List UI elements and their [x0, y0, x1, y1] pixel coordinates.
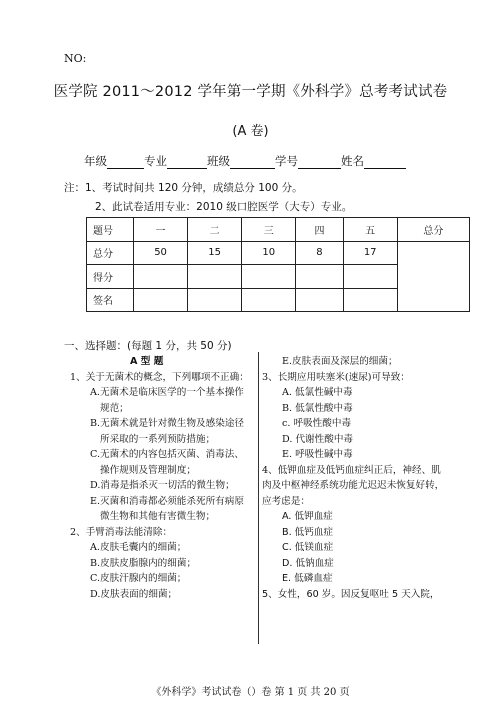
question-line: 微生物和其他有害微生物； — [100, 511, 216, 522]
question-line: E. 低磷血症 — [282, 573, 333, 584]
question-line: 2、手臂消毒法能清除： — [70, 526, 173, 538]
page-footer: 《外科学》考试试卷（）卷 第 1 页 共 20 页 — [151, 687, 350, 698]
question-line: B.无菌术就是针对微生物及感染途径 — [90, 418, 245, 429]
note-line-1: 注：1、考试时间共 120 分钟，成绩总分 100 分。 — [64, 182, 303, 194]
earned-row-label: 得分 — [87, 265, 134, 289]
earned-cell[interactable] — [296, 265, 343, 289]
serial-number-label: NO: — [64, 52, 87, 65]
note-line-2: 2、此试卷适用专业：2010 级口腔医学（大专）专业。 — [95, 201, 353, 213]
header-cell: 题号 — [87, 218, 134, 242]
exam-title: 医学院 2011～2012 学年第一学期《外科学》总考考试试卷 — [53, 84, 448, 100]
student-id-blank[interactable] — [298, 156, 341, 169]
points-cell: 50 — [134, 241, 188, 265]
question-line: 3、长期应用呋塞米(速尿)可导致： — [262, 371, 410, 383]
question-line: C.皮肤汗腺内的细菌； — [90, 573, 187, 584]
question-line: D. 低钠血症 — [282, 557, 334, 569]
question-line: D.皮肤表面的细菌； — [90, 588, 178, 600]
score-table-points-row — [87, 241, 470, 265]
column-divider — [258, 352, 259, 644]
points-cell: 17 — [343, 241, 397, 265]
sign-row-label: 签名 — [87, 288, 134, 312]
sign-cell[interactable] — [134, 288, 188, 312]
question-line: B. 低钙血症 — [282, 526, 334, 538]
question-line: E.灭菌和消毒都必须能杀死所有病原 — [90, 495, 244, 507]
question-line: B. 低氯性酸中毒 — [282, 402, 353, 414]
header-cell: 总分 — [397, 218, 469, 242]
sign-cell[interactable] — [242, 288, 296, 312]
exam-version: (A 卷) — [232, 124, 269, 139]
points-cell: 8 — [296, 241, 343, 265]
name-label: 姓名 — [341, 154, 364, 168]
grade-label: 年级 — [84, 154, 107, 168]
total-score-cell[interactable] — [397, 241, 469, 312]
earned-cell[interactable] — [242, 265, 296, 289]
question-line: B.皮肤皮脂腺内的细菌； — [90, 557, 197, 569]
points-cell: 15 — [188, 241, 242, 265]
question-line: 1、关于无菌术的概念，下列哪项不正确： — [70, 371, 249, 383]
right-question-column — [262, 354, 472, 602]
score-table — [86, 217, 470, 312]
question-line: A.皮肤毛囊内的细菌； — [90, 542, 187, 553]
score-table-header-row — [87, 218, 470, 242]
header-cell: 四 — [296, 218, 343, 242]
question-line: C. 低镁血症 — [282, 542, 334, 553]
question-line: 操作规则及管理制度； — [100, 464, 196, 476]
question-line: C.无菌术的内容包括灭菌、消毒法、 — [90, 449, 244, 460]
major-label: 专业 — [144, 154, 167, 168]
class-blank[interactable] — [230, 156, 275, 169]
sign-cell[interactable] — [343, 288, 397, 312]
earned-cell[interactable] — [188, 265, 242, 289]
question-line: 肉及中枢神经系统功能尤迟迟未恢复好转， — [262, 480, 445, 491]
header-cell: 二 — [188, 218, 242, 242]
section-title: 一、选择题：(每题 1 分，共 50 分) — [64, 340, 232, 352]
student-info-line — [84, 153, 406, 169]
question-line: A. 低钾血症 — [282, 511, 333, 522]
points-cell: 10 — [242, 241, 296, 265]
question-line: 规范； — [100, 402, 129, 414]
question-line: 5、女性，60 岁。因反复呕吐 5 天入院， — [262, 588, 440, 600]
sign-cell[interactable] — [188, 288, 242, 312]
question-line: c. 呼吸性酸中毒 — [282, 418, 352, 429]
question-line: 4、低钾血症及低钙血症纠正后，神经、肌 — [262, 464, 441, 476]
header-cell: 五 — [343, 218, 397, 242]
question-line: D.消毒是指杀灭一切活的微生物； — [90, 480, 235, 491]
question-line: E.皮肤表面及深层的细菌； — [282, 356, 398, 367]
student-id-label: 学号 — [275, 154, 298, 168]
grade-blank[interactable] — [107, 156, 144, 169]
earned-cell[interactable] — [134, 265, 188, 289]
question-line: 应考虑是： — [262, 495, 310, 507]
question-line: 所采取的一系列预防措施； — [100, 433, 216, 445]
question-line: E. 呼吸性碱中毒 — [282, 449, 353, 460]
question-line: A 型 题 — [130, 356, 164, 367]
sign-cell[interactable] — [296, 288, 343, 312]
header-cell: 三 — [242, 218, 296, 242]
header-cell: 一 — [134, 218, 188, 242]
left-question-column — [70, 354, 256, 602]
earned-cell[interactable] — [343, 265, 397, 289]
question-line: D. 代谢性酸中毒 — [282, 433, 354, 445]
major-blank[interactable] — [167, 156, 207, 169]
name-blank[interactable] — [364, 156, 406, 169]
class-label: 班级 — [207, 154, 230, 168]
question-line: A. 低氯性碱中毒 — [282, 387, 353, 398]
points-row-label: 总分 — [87, 241, 134, 265]
question-line: A.无菌术是临床医学的一个基本操作 — [90, 387, 244, 398]
